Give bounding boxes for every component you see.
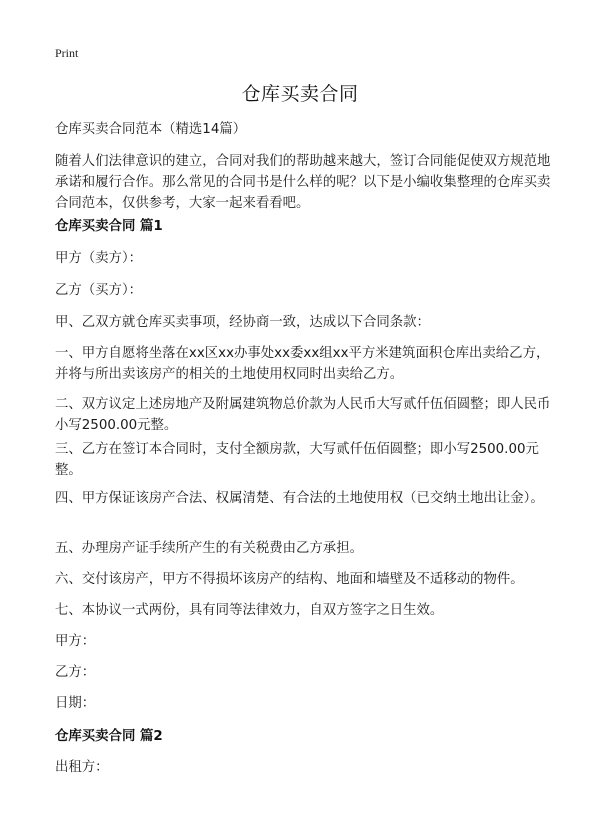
preamble-paragraph: 甲、乙双方就仓库买卖事项，经协商一致，达成以下合同条款： (55, 315, 430, 330)
clause-1: 一、甲方自愿将坐落在xx区xx办事处xx委xx组xx平方米建筑面积仓库出卖给乙方，并将与所出卖该房产的相关的土地使用权同时出卖给乙方。 (55, 346, 550, 382)
clause-5: 五、办理房产证手续所产生的有关税费由乙方承担。 (55, 541, 363, 556)
intro-paragraph: 随着人们法律意识的建立，合同对我们的帮助越来越大，签订合同能促使双方规范地承诺和履行合作。那么常见的合同书是什么样的呢？以下是小编收集整理的仓库买卖合同范本，仅供参考，大家一起来看看吧。 (55, 154, 551, 211)
clause-7: 七、本协议一式两份，具有同等法律效力，自双方签字之日生效。 (55, 603, 444, 618)
signature-party-b: 乙方： (55, 665, 96, 680)
document-title: 仓库买卖合同 (241, 83, 359, 105)
party-a-line: 甲方（卖方）： (55, 251, 143, 266)
section1-heading: 仓库买卖合同 篇1 (55, 219, 163, 234)
clause-4: 四、甲方保证该房产合法、权属清楚、有合法的土地使用权（已交纳土地出让金）。 (55, 491, 544, 506)
party-b-line: 乙方（买方）： (55, 283, 143, 298)
lessor-line: 出租方： (55, 760, 109, 775)
section2-heading: 仓库买卖合同 篇2 (55, 729, 163, 744)
document-subtitle: 仓库买卖合同范本（精选14篇） (55, 122, 247, 137)
clause-2: 二、双方议定上述房地产及附属建筑物总价款为人民币大写贰仟伍佰圆整；即人民币小写2500.00元整。 (55, 397, 551, 433)
clause-3: 三、乙方在签订本合同时，支付全额房款，大写贰仟伍佰圆整；即小写2500.00元整。 (55, 442, 539, 478)
signature-date: 日期： (55, 696, 96, 711)
print-label: Print (55, 46, 79, 60)
signature-party-a: 甲方： (55, 634, 96, 649)
clause-6: 六、交付该房产，甲方不得损坏该房产的结构、地面和墙壁及不适移动的物件。 (55, 572, 524, 587)
